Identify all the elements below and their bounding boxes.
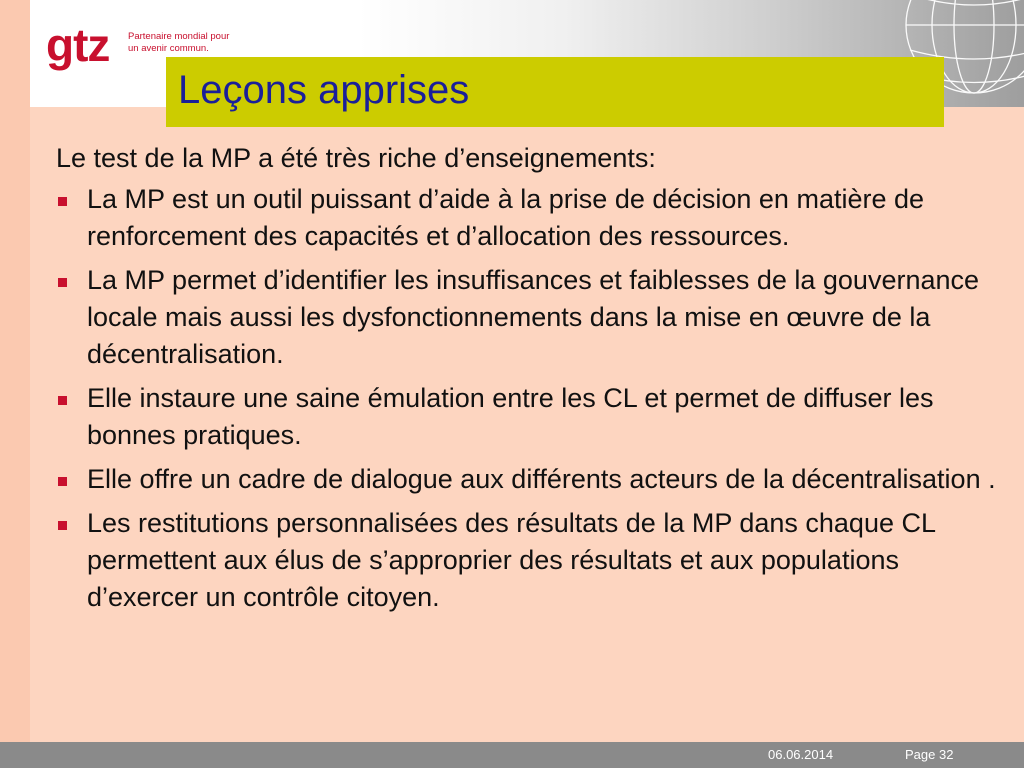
bullet-text: La MP permet d’identifier les insuffisances et faiblesses de la gouvernance locale mais aussi les dysfonctionnements dans la mise en œuvre de la décentralisation.	[87, 265, 980, 369]
bullet-text: La MP est un outil puissant d’aide à la prise de décision en matière de renforcement des capacités et d’allocation des ressources.	[87, 184, 925, 251]
bullet-item	[56, 461, 1016, 498]
square-bullet-icon	[58, 396, 67, 405]
gtz-logo: gtz	[46, 19, 110, 71]
bullet-text: Elle instaure une saine émulation entre les CL et permet de diffuser les bonnes pratiques.	[87, 383, 934, 450]
square-bullet-icon	[58, 477, 67, 486]
slide-title: Leçons apprises	[178, 68, 470, 112]
bullet-list	[56, 181, 1016, 616]
logo-tagline	[128, 31, 238, 55]
logo-tagline-line2: un avenir commun.	[128, 43, 209, 54]
logo-tagline-line1: Partenaire mondial pour	[128, 31, 230, 42]
bullet-item	[56, 380, 1016, 454]
square-bullet-icon	[58, 197, 67, 206]
square-bullet-icon	[58, 278, 67, 287]
bullet-item	[56, 505, 1016, 616]
intro-text: Le test de la MP a été très riche d’enseignements:	[56, 143, 656, 173]
square-bullet-icon	[58, 521, 67, 530]
bullet-text: Les restitutions personnalisées des résultats de la MP dans chaque CL permettent aux élus de s’approprier des résultats et aux populations d’exercer un contrôle citoyen.	[87, 508, 935, 612]
footer-bar	[0, 742, 1024, 768]
bullet-item	[56, 181, 1016, 255]
footer-page-number: Page 32	[905, 747, 954, 762]
footer-date: 06.06.2014	[768, 747, 834, 762]
bullet-text: Elle offre un cadre de dialogue aux différents acteurs de la décentralisation .	[87, 464, 996, 494]
bullet-item	[56, 262, 1016, 373]
slide-body	[56, 140, 1016, 623]
left-strip	[0, 0, 30, 768]
